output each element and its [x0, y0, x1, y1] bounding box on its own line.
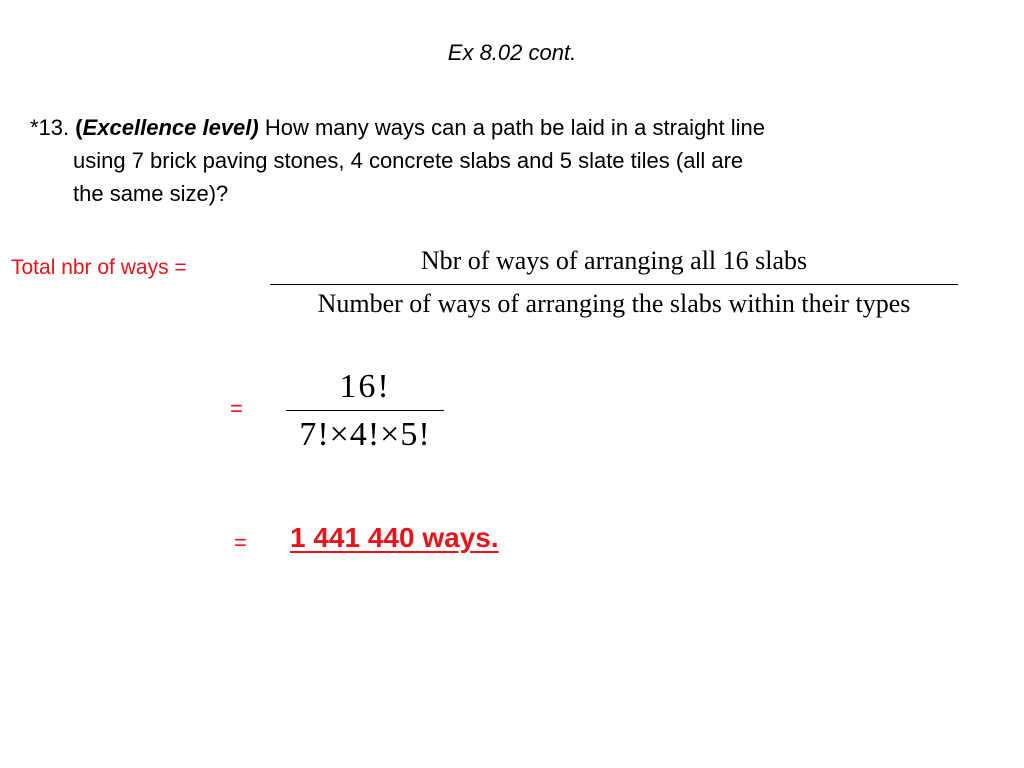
total-ways-label: Total nbr of ways = — [11, 256, 187, 279]
level-paren-open: ( — [75, 115, 83, 140]
excellence-level-label: Excellence level) — [82, 115, 259, 140]
question-text — [30, 111, 990, 210]
fraction-2-numerator: 16! — [339, 368, 391, 405]
equals-sign-3: = — [234, 530, 247, 555]
question-number: *13. — [30, 115, 70, 140]
equals-sign-2: = — [230, 396, 243, 421]
fraction-1-bar — [270, 284, 958, 285]
question-line-1-text: How many ways can a path be laid in a straight line — [264, 115, 766, 140]
fraction-1-numerator: Nbr of ways of arranging all 16 slabs — [420, 246, 808, 275]
question-line-2: using 7 brick paving stones, 4 concrete slabs and 5 slate tiles (all are — [73, 148, 744, 173]
question-line-1 — [30, 111, 990, 144]
slide-title: Ex 8.02 cont. — [447, 40, 577, 65]
fraction-2-denominator: 7!×4!×5! — [299, 416, 431, 453]
final-answer: 1 441 440 ways. — [290, 522, 499, 553]
fraction-2-bar — [286, 410, 444, 411]
question-line-3: the same size)? — [73, 181, 229, 206]
fraction-1-denominator: Number of ways of arranging the slabs within their types — [317, 289, 911, 318]
